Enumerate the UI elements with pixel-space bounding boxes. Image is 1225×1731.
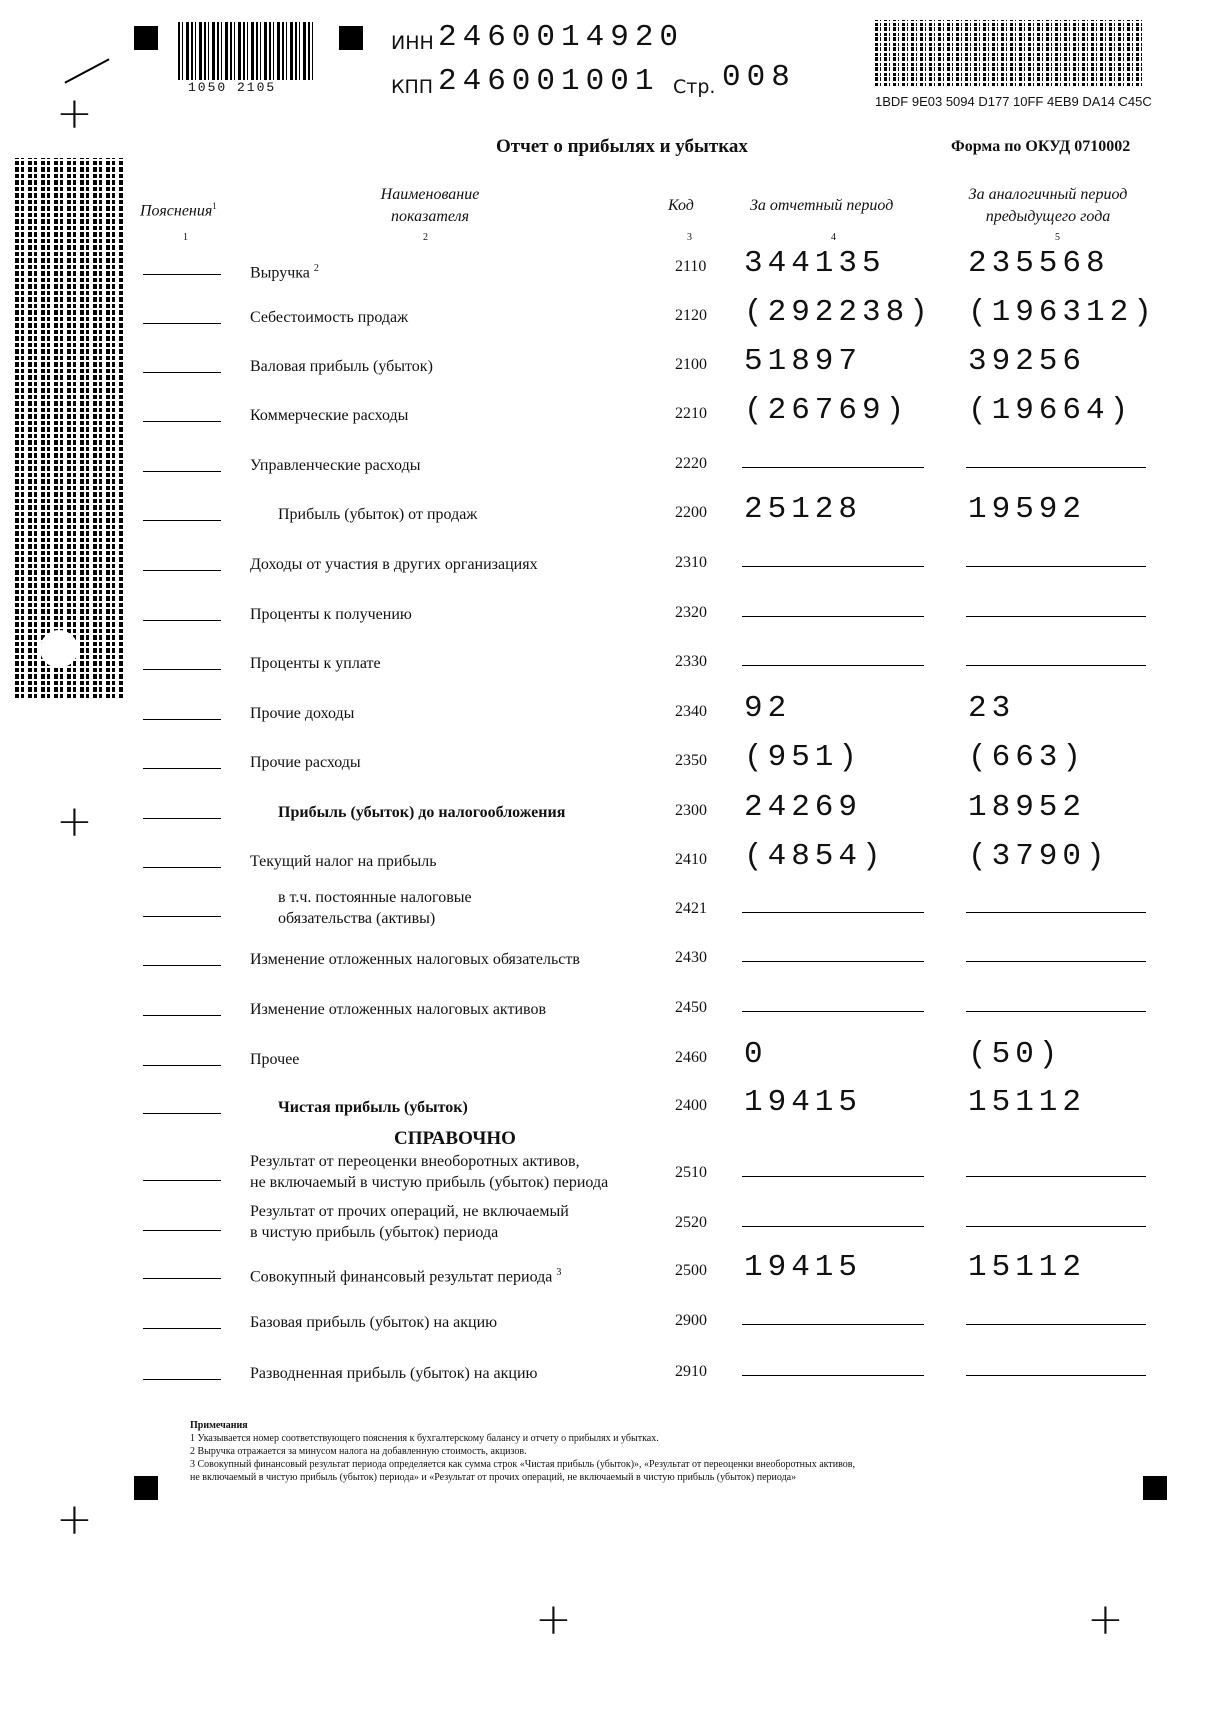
row-name-text: Изменение отложенных налоговых обязательств	[250, 951, 580, 968]
row-name	[250, 1201, 569, 1243]
empty-value-line	[742, 1011, 924, 1012]
column-number: 5	[1055, 232, 1060, 243]
note-3: 3 Совокупный финансовый результат периода определяется как сумма строк «Чистая прибыль (убыток)», «Результат от переоценки внеоборотных активов,	[190, 1459, 856, 1470]
row-name	[250, 653, 381, 674]
row-code: 2350	[675, 752, 707, 769]
footnote-mark: 3	[556, 1267, 562, 1278]
row-code: 2400	[675, 1097, 707, 1114]
row-code: 2300	[675, 802, 707, 819]
vertical-matrix-code	[15, 158, 125, 698]
row-name-text: Проценты к уплате	[250, 655, 381, 672]
document-hash: 1BDF 9E03 5094 D177 10FF 4EB9 DA14 C45C	[875, 94, 1152, 109]
registration-cross: +	[56, 796, 93, 847]
empty-value-line	[966, 1324, 1146, 1325]
empty-value-line	[966, 961, 1146, 962]
row-name	[250, 604, 412, 625]
empty-value-line	[742, 1226, 924, 1227]
page-number: 008	[722, 60, 796, 95]
row-name-text: Изменение отложенных налоговых активов	[250, 1001, 547, 1018]
row-name-line: не включаемый в чистую прибыль (убыток) периода	[250, 1174, 609, 1191]
row-name-line: обязательства (активы)	[278, 910, 436, 927]
empty-value-line	[742, 1375, 924, 1376]
row-name	[250, 1363, 538, 1384]
column-header-current: За отчетный период	[750, 197, 894, 214]
value-current: (4854)	[744, 839, 886, 874]
registration-square	[134, 26, 158, 50]
empty-value-line	[966, 1176, 1146, 1177]
row-name	[250, 258, 319, 283]
row-name-text: Совокупный финансовый результат периода	[250, 1268, 553, 1286]
row-name-text: Коммерческие расходы	[250, 407, 409, 424]
notes-dash	[143, 719, 221, 720]
row-name	[250, 1049, 299, 1070]
value-previous: 235568	[968, 246, 1110, 281]
empty-value-line	[966, 665, 1146, 666]
row-code: 2200	[675, 504, 707, 521]
row-code: 2330	[675, 653, 707, 670]
row-name	[250, 554, 538, 575]
column-number: 4	[831, 232, 836, 243]
row-name-text: Управленческие расходы	[250, 457, 421, 474]
notes-title: Примечания	[190, 1420, 248, 1431]
note-2: 2 Выручка отражается за минусом налога на добавленную стоимость, акцизов.	[190, 1446, 527, 1457]
column-header-previous: За аналогичный период предыдущего года	[968, 186, 1128, 225]
value-previous: 15112	[968, 1085, 1087, 1120]
empty-value-line	[966, 467, 1146, 468]
value-previous: (196312)	[968, 295, 1157, 330]
row-code: 2450	[675, 999, 707, 1016]
registration-cross: +	[1087, 1594, 1124, 1645]
registration-square	[339, 26, 363, 50]
row-name-text: Прибыль (убыток) до налогообложения	[278, 804, 566, 821]
value-current: 344135	[744, 246, 886, 281]
value-previous: 39256	[968, 344, 1087, 379]
scan-blot	[40, 630, 78, 668]
notes-dash	[143, 570, 221, 571]
notes-dash	[143, 1230, 221, 1231]
row-code: 2210	[675, 405, 707, 422]
notes-dash	[143, 1180, 221, 1181]
empty-value-line	[742, 961, 924, 962]
page-label: Стр.	[673, 76, 716, 98]
row-name-text: Валовая прибыль (убыток)	[250, 358, 433, 375]
inn-label: ИНН	[391, 32, 434, 54]
value-previous: (3790)	[968, 839, 1110, 874]
row-name-text: Доходы от участия в других организациях	[250, 556, 538, 573]
row-code: 2120	[675, 307, 707, 324]
value-current: 19415	[744, 1250, 863, 1285]
row-name-text: Прибыль (убыток) от продаж	[278, 506, 478, 523]
row-name-text: Текущий налог на прибыль	[250, 853, 437, 870]
row-name-line: Результат от прочих операций, не включаемый	[250, 1203, 569, 1220]
row-name-text: Базовая прибыль (убыток) на акцию	[250, 1314, 498, 1331]
notes-dash	[143, 1379, 221, 1380]
row-code: 2500	[675, 1262, 707, 1279]
registration-square	[1143, 1476, 1167, 1500]
row-name	[250, 949, 580, 970]
row-name	[250, 1262, 561, 1287]
note-3-continued: не включаемый в чистую прибыль (убыток) периода» и «Результат от прочих операций, не включаемый в чистую прибыль (убыток) периода»	[190, 1472, 797, 1483]
row-name	[250, 356, 433, 377]
notes-dash	[143, 1065, 221, 1066]
empty-value-line	[742, 665, 924, 666]
value-current: 0	[744, 1037, 768, 1072]
registration-cross: +	[535, 1594, 572, 1645]
row-code: 2520	[675, 1214, 707, 1231]
notes-dash	[143, 620, 221, 621]
row-code: 2410	[675, 851, 707, 868]
column-number: 3	[687, 232, 692, 243]
notes-dash	[143, 965, 221, 966]
row-code: 2320	[675, 604, 707, 621]
reference-title: СПРАВОЧНО	[394, 1128, 516, 1149]
row-code: 2910	[675, 1363, 707, 1380]
row-code: 2900	[675, 1312, 707, 1329]
row-name-text: Прочие расходы	[250, 754, 361, 771]
value-previous: (663)	[968, 740, 1087, 775]
row-name-text: Проценты к получению	[250, 606, 412, 623]
row-name	[278, 887, 472, 929]
notes-dash	[143, 471, 221, 472]
empty-value-line	[742, 1176, 924, 1177]
row-name-line: в т.ч. постоянные налоговые	[278, 889, 472, 906]
registration-cross: +	[56, 88, 93, 139]
inn-value: 2460014920	[438, 20, 685, 55]
notes-dash	[143, 1015, 221, 1016]
row-code: 2430	[675, 949, 707, 966]
value-previous: 23	[968, 691, 1016, 726]
empty-value-line	[966, 616, 1146, 617]
notes-dash	[143, 323, 221, 324]
column-header-notes-text: Пояснения	[140, 202, 213, 220]
notes-dash	[143, 818, 221, 819]
notes-dash	[143, 867, 221, 868]
notes-dash	[143, 274, 221, 275]
row-name	[250, 1151, 608, 1193]
row-code: 2220	[675, 455, 707, 472]
value-current: 51897	[744, 344, 863, 379]
kpp-label: КПП	[391, 76, 434, 98]
value-previous: 18952	[968, 790, 1087, 825]
empty-value-line	[966, 566, 1146, 567]
row-code: 2110	[675, 258, 707, 275]
report-title: Отчет о прибылях и убытках	[496, 136, 748, 157]
empty-value-line	[742, 616, 924, 617]
row-code: 2510	[675, 1164, 707, 1181]
empty-value-line	[966, 912, 1146, 913]
column-number: 1	[183, 232, 188, 243]
row-name-text: Выручка	[250, 264, 310, 282]
footnote-mark: 2	[313, 263, 319, 274]
empty-value-line	[966, 1375, 1146, 1376]
value-previous: 15112	[968, 1250, 1087, 1285]
matrix-code	[875, 20, 1145, 86]
note-1: 1 Указывается номер соответствующего пояснения к бухгалтерскому балансу и отчету о прибылях и убытках.	[190, 1433, 659, 1444]
value-previous: (50)	[968, 1037, 1063, 1072]
notes-dash	[143, 669, 221, 670]
notes-dash	[143, 1278, 221, 1279]
value-current: 25128	[744, 492, 863, 527]
empty-value-line	[742, 912, 924, 913]
notes-dash	[143, 421, 221, 422]
row-code: 2100	[675, 356, 707, 373]
registration-cross: +	[56, 1494, 93, 1545]
barcode	[178, 22, 313, 80]
kpp-value: 246001001	[438, 64, 660, 99]
row-name-line: в чистую прибыль (убыток) периода	[250, 1224, 499, 1241]
row-code: 2460	[675, 1049, 707, 1066]
value-previous: (19664)	[968, 393, 1134, 428]
footnote-mark: 1	[212, 201, 217, 211]
column-header-code: Код	[668, 197, 694, 214]
notes-dash	[143, 768, 221, 769]
row-code: 2340	[675, 703, 707, 720]
empty-value-line	[966, 1226, 1146, 1227]
row-name	[250, 851, 437, 872]
row-name-text: Чистая прибыль (убыток)	[278, 1099, 468, 1116]
row-name	[250, 455, 420, 476]
row-name	[250, 405, 408, 426]
value-current: (292238)	[744, 295, 933, 330]
notes-dash	[143, 916, 221, 917]
row-name-line: Результат от переоценки внеоборотных активов,	[250, 1153, 580, 1170]
row-name	[250, 752, 361, 773]
row-code: 2421	[675, 900, 707, 917]
row-code: 2310	[675, 554, 707, 571]
row-name	[278, 802, 565, 823]
value-current: 19415	[744, 1085, 863, 1120]
empty-value-line	[742, 1324, 924, 1325]
row-name-text: Себестоимость продаж	[250, 309, 409, 326]
row-name	[278, 1097, 468, 1118]
notes-dash	[143, 520, 221, 521]
row-name-text: Прочие доходы	[250, 705, 355, 722]
row-name	[250, 1312, 497, 1333]
empty-value-line	[742, 566, 924, 567]
notes-dash	[143, 1328, 221, 1329]
row-name	[250, 307, 408, 328]
value-current: 92	[744, 691, 792, 726]
form-code: Форма по ОКУД 0710002	[951, 138, 1131, 155]
value-current: 24269	[744, 790, 863, 825]
value-previous: 19592	[968, 492, 1087, 527]
column-number: 2	[423, 232, 428, 243]
column-header-name: Наименование показателя	[380, 186, 480, 225]
registration-square	[134, 1476, 158, 1500]
barcode-number: 1050 2105	[188, 80, 277, 95]
value-current: (951)	[744, 740, 863, 775]
empty-value-line	[742, 467, 924, 468]
notes-dash	[143, 1113, 221, 1114]
row-name	[278, 504, 477, 525]
notes-dash	[143, 372, 221, 373]
row-name	[250, 703, 354, 724]
empty-value-line	[966, 1011, 1146, 1012]
pen-stroke	[64, 58, 109, 83]
row-name	[250, 999, 546, 1020]
column-header-notes	[140, 195, 217, 222]
row-name-text: Прочее	[250, 1051, 300, 1068]
value-current: (26769)	[744, 393, 910, 428]
row-name-text: Разводненная прибыль (убыток) на акцию	[250, 1365, 538, 1382]
